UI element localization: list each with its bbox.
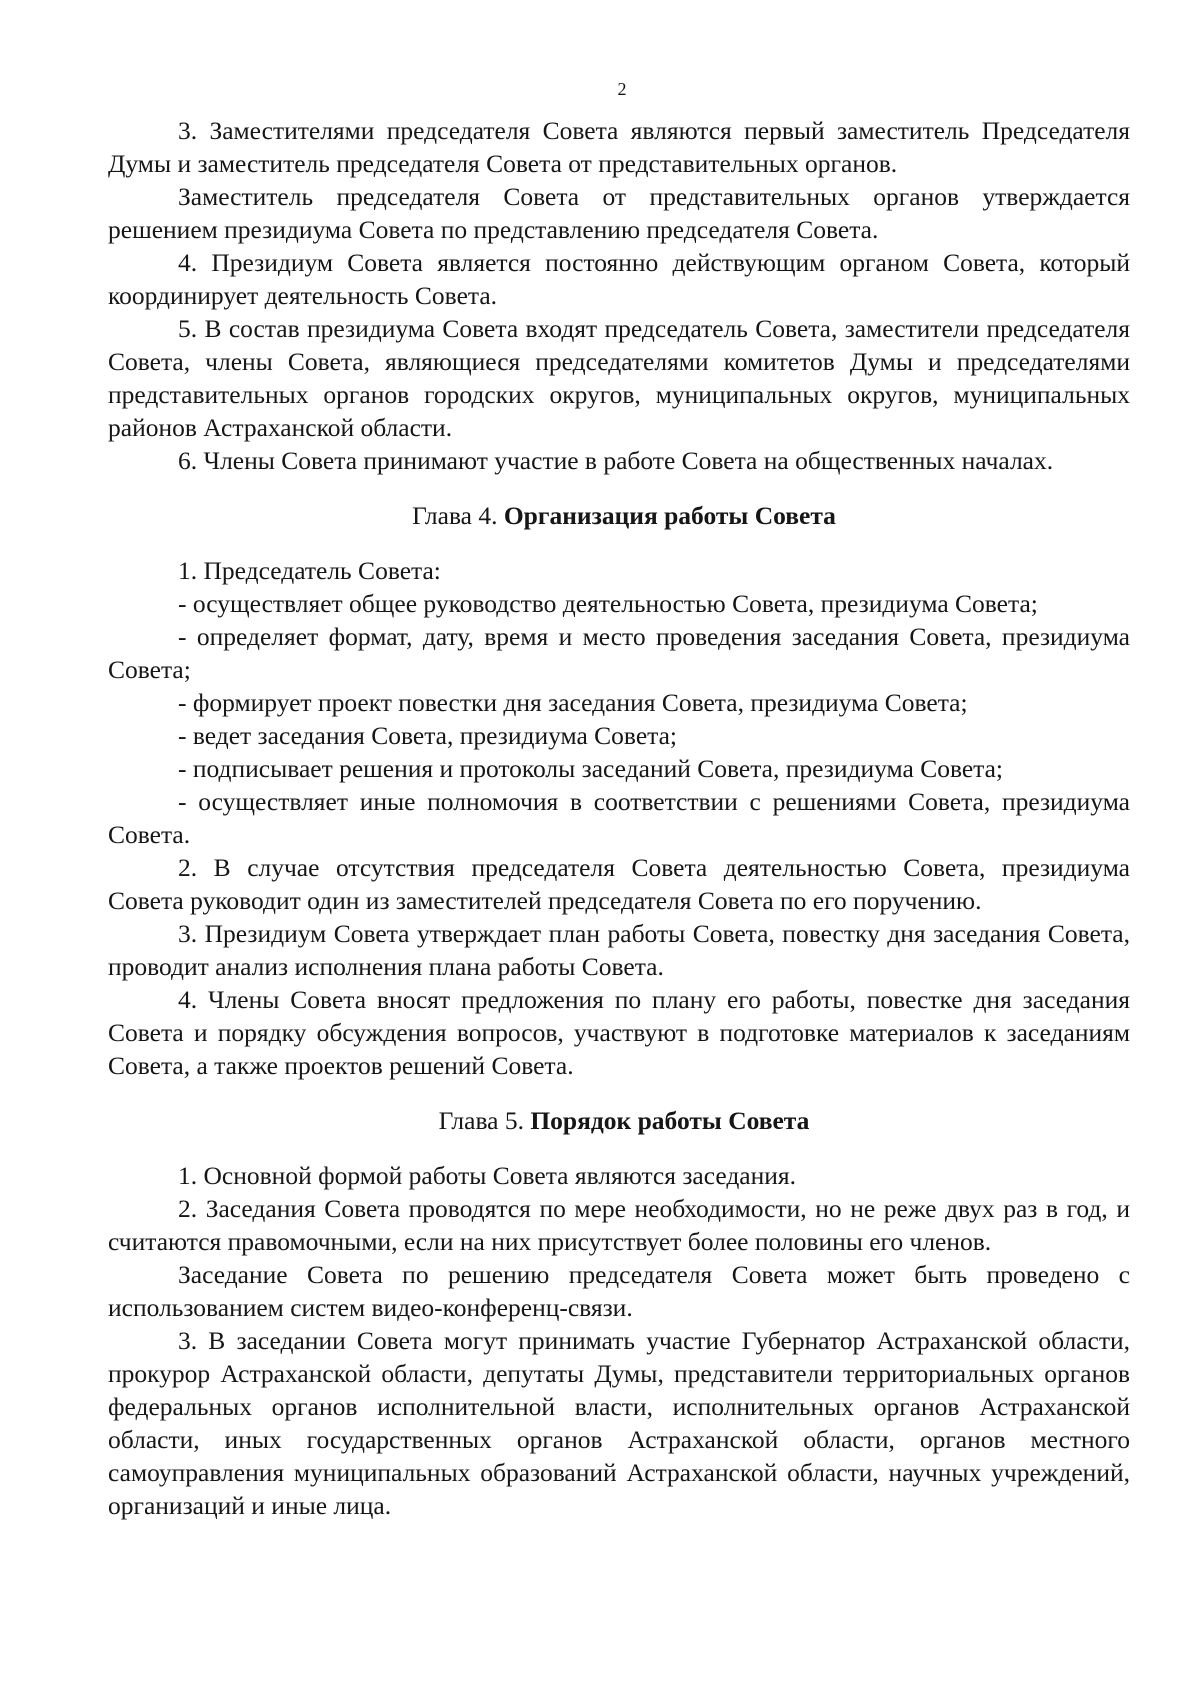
paragraph: 2. Заседания Совета проводятся по мере необходимости, но не реже двух раз в год, и считаются правомочными, если на них присутствует более половины его членов. (108, 1194, 1130, 1256)
chapter-4-prefix: Глава 4. (412, 501, 498, 530)
paragraph: 3. В заседании Совета могут принимать участие Губернатор Астраханской области, прокурор Астраханской области, депутаты Думы, представители территориальных органов федеральных органов исполнительной власти, исполнительных органов Астраханской области, иных государственных органов Астраханской области, органов местного самоуправления муниципальных образований Астраханской области, научных учреждений, организаций и иные лица. (108, 1326, 1130, 1520)
chapter-5-body (108, 1159, 1130, 1522)
paragraph: Заместитель председателя Совета от представительных органов утверждается решением президиума Совета по представлению председателя Совета. (108, 182, 1130, 244)
paragraph: 6. Члены Совета принимают участие в работе Совета на общественных началах. (178, 446, 1054, 475)
paragraph: 1. Основной формой работы Совета являются заседания. (178, 1161, 797, 1190)
chapter-5-title: Порядок работы Совета (530, 1106, 810, 1135)
chapter-4-body (108, 554, 1130, 1082)
paragraph: - осуществляет иные полномочия в соответствии с решениями Совета, президиума Совета. (108, 787, 1130, 849)
paragraph: - определяет формат, дату, время и место проведения заседания Совета, президиума Совета; (108, 622, 1130, 684)
page-number: 2 (617, 79, 627, 99)
paragraph: 4. Президиум Совета является постоянно действующим органом Совета, который координирует деятельность Совета. (108, 248, 1130, 310)
paragraph: - формирует проект повестки дня заседания Совета, президиума Совета; (178, 688, 968, 717)
document-page (108, 78, 1130, 1522)
paragraph: - ведет заседания Совета, президиума Совета; (178, 721, 677, 750)
paragraph: 2. В случае отсутствия председателя Совета деятельностью Совета, президиума Совета руководит один из заместителей председателя Совета по его поручению. (108, 853, 1130, 915)
chapter-4-heading (108, 499, 1130, 532)
paragraph: 5. В состав президиума Совета входят председатель Совета, заместители председателя Совета, члены Совета, являющиеся председателями комитетов Думы и председателями представительных органов городских округов, муниципальных округов, муниципальных районов Астраханской области. (108, 314, 1130, 442)
chapter-3-tail (108, 114, 1130, 477)
chapter-5-heading (108, 1104, 1130, 1137)
paragraph: 1. Председатель Совета: (178, 556, 441, 585)
paragraph: - подписывает решения и протоколы заседаний Совета, президиума Совета; (178, 754, 1004, 783)
paragraph: - осуществляет общее руководство деятельностью Совета, президиума Совета; (178, 589, 1038, 618)
paragraph: 4. Члены Совета вносят предложения по плану его работы, повестке дня заседания Совета и порядку обсуждения вопросов, участвуют в подготовке материалов к заседаниям Совета, а также проектов решений Совета. (108, 985, 1130, 1080)
paragraph: Заседание Совета по решению председателя Совета может быть проведено с использованием систем видео-конференц-связи. (108, 1260, 1130, 1322)
paragraph: 3. Президиум Совета утверждает план работы Совета, повестку дня заседания Совета, проводит анализ исполнения плана работы Совета. (108, 919, 1130, 981)
paragraph: 3. Заместителями председателя Совета являются первый заместитель Председателя Думы и заместитель председателя Совета от представительных органов. (108, 116, 1130, 178)
chapter-5-prefix: Глава 5. (438, 1106, 524, 1135)
chapter-4-title: Организация работы Совета (503, 501, 836, 530)
